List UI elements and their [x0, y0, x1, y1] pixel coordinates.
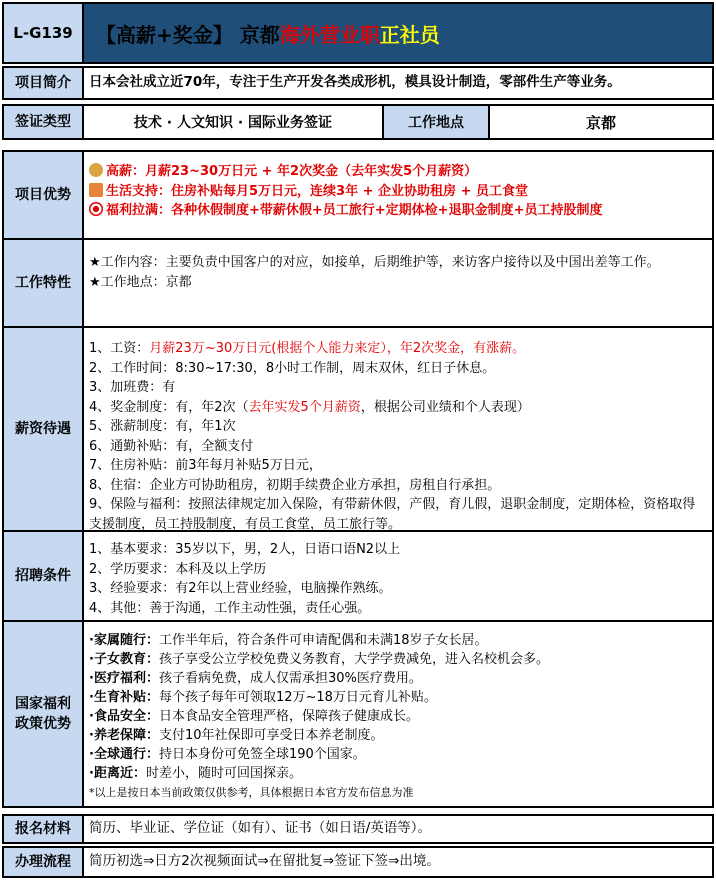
recruit-line: 1、基本要求：35岁以下，男，2人，日语口语N2以上 — [89, 542, 401, 557]
house-icon — [89, 183, 103, 197]
salary-line-8: 8、住宿：企业方可协助租房，初期手续费企业方承担，房租自行承担。 — [89, 477, 501, 493]
welfare-list — [84, 622, 712, 806]
salary-line-3: 3、加班费：有 — [89, 380, 176, 395]
welfare-item: ·养老保障：支付10年社保即可享受日本养老制度。 — [89, 728, 384, 743]
features-content: ★工作内容：主要负责中国客户的对应，如接单，后期维护等，来访客户接待以及中国出差等工作。 — [89, 255, 660, 270]
welfare-item: ·生育补贴：每个孩子每年可领取12万~18万日元育儿补贴。 — [89, 690, 437, 705]
header-row — [2, 2, 714, 64]
title-red: 海外营业职 — [279, 22, 380, 47]
recruit-list — [84, 532, 712, 620]
materials-row — [2, 814, 714, 844]
advantages-list — [84, 152, 712, 238]
salary-list — [84, 328, 712, 530]
advantages-label: 项目优势 — [4, 152, 84, 238]
welfare-label: 国家福利政策优势 — [4, 622, 84, 806]
recruit-line: 2、学历要求：本科及以上学历 — [89, 561, 267, 577]
welfare-item: ·距离近：时差小，随时可回国探亲。 — [89, 766, 302, 781]
intro-label: 项目简介 — [4, 68, 84, 98]
visa-row — [2, 104, 714, 140]
job-title — [84, 4, 712, 62]
advantage-item: 福利拉满：各种休假制度+带薪休假+员工旅行+定期体检+退职金制度+员工持股制度 — [89, 201, 707, 221]
money-bag-icon — [89, 163, 103, 177]
welfare-item: ·子女教育：孩子享受公立学校免费义务教育，大学学费减免，进入名校机会多。 — [89, 652, 549, 667]
features-location: ★工作地点：京都 — [89, 274, 192, 290]
visa-value: 技术 · 人文知识 · 国际业务签证 — [84, 106, 384, 138]
salary-line-1: 1、工资：月薪23万~30万日元(根据个人能力来定），年2次奖金，有涨薪。 — [89, 341, 526, 356]
recruit-line: 3、经验要求：有2年以上营业经验，电脑操作熟练。 — [89, 581, 392, 596]
salary-line-9: 9、保险与福利：按照法律规定加入保险，有带薪休假，产假，育儿假，退职金制度，定期体检，资格取得支援制度，员工持股制度，有员工食堂，员工旅行等。 — [89, 497, 696, 532]
advantage-item: 高薪：月薪23~30万日元 + 年2次奖金（去年实发5个月薪资） — [89, 162, 707, 182]
recruit-label: 招聘条件 — [4, 532, 84, 620]
salary-line-6: 6、通勤补贴：有，全额支付 — [89, 438, 254, 454]
target-icon — [89, 202, 103, 216]
features-text — [84, 240, 712, 326]
welfare-note: *以上是按日本当前政策仅供参考，具体根据日本官方发布信息为准 — [89, 786, 414, 799]
materials-label: 报名材料 — [4, 816, 84, 842]
welfare-item: ·家属随行：工作半年后，符合条件可申请配偶和未满18岁子女长居。 — [89, 633, 488, 648]
process-text: 简历初选⇒日方2次视频面试⇒在留批复⇒签证下签⇒出境。 — [89, 853, 440, 870]
salary-line-7: 7、住房补贴：前3年每月补贴5万日元， — [89, 458, 322, 473]
title-prefix: 【高薪+奖金】 京都 — [96, 22, 280, 47]
welfare-item: ·医疗福利：孩子看病免费，成人仅需承担30%医疗费用。 — [89, 671, 422, 686]
title-yellow: 正社员 — [379, 22, 440, 47]
visa-label: 签证类型 — [4, 106, 84, 138]
salary-row — [2, 328, 714, 532]
recruit-line: 4、其他：善于沟通，工作主动性强，责任心强。 — [89, 600, 371, 616]
welfare-row — [2, 622, 714, 808]
materials-text: 简历、毕业证、学位证（如有）、证书（如日语/英语等）。 — [89, 820, 432, 837]
salary-line-2: 2、工作时间：8:30~17:30，8小时工作制，周末双休，红日子休息。 — [89, 360, 496, 376]
advantage-item: 生活支持：住房补贴每月5万日元，连续3年 + 企业协助租房 + 员工食堂 — [89, 182, 707, 202]
features-row — [2, 240, 714, 328]
process-label: 办理流程 — [4, 848, 84, 876]
job-code: L-G139 — [4, 4, 84, 62]
intro-row — [2, 66, 714, 100]
salary-line-4: 4、奖金制度：有，年2次（去年实发5个月薪资，根据公司业绩和个人表现） — [89, 399, 530, 415]
features-label: 工作特性 — [4, 240, 84, 326]
process-row — [2, 846, 714, 878]
welfare-item: ·全球通行：持日本身份可免签全球190个国家。 — [89, 747, 366, 762]
welfare-item: ·食品安全：日本食品安全管理严格，保障孩子健康成长。 — [89, 709, 419, 724]
advantages-row — [2, 150, 714, 240]
location-value: 京都 — [585, 113, 616, 132]
intro-text: 日本会社成立近70年，专注于生产开发各类成形机，模具设计制造，零部件生产等业务。 — [89, 74, 621, 91]
salary-line-5: 5、涨薪制度：有，年1次 — [89, 419, 236, 434]
location-label: 工作地点 — [384, 106, 490, 138]
salary-label: 薪资待遇 — [4, 328, 84, 530]
recruit-row — [2, 532, 714, 622]
